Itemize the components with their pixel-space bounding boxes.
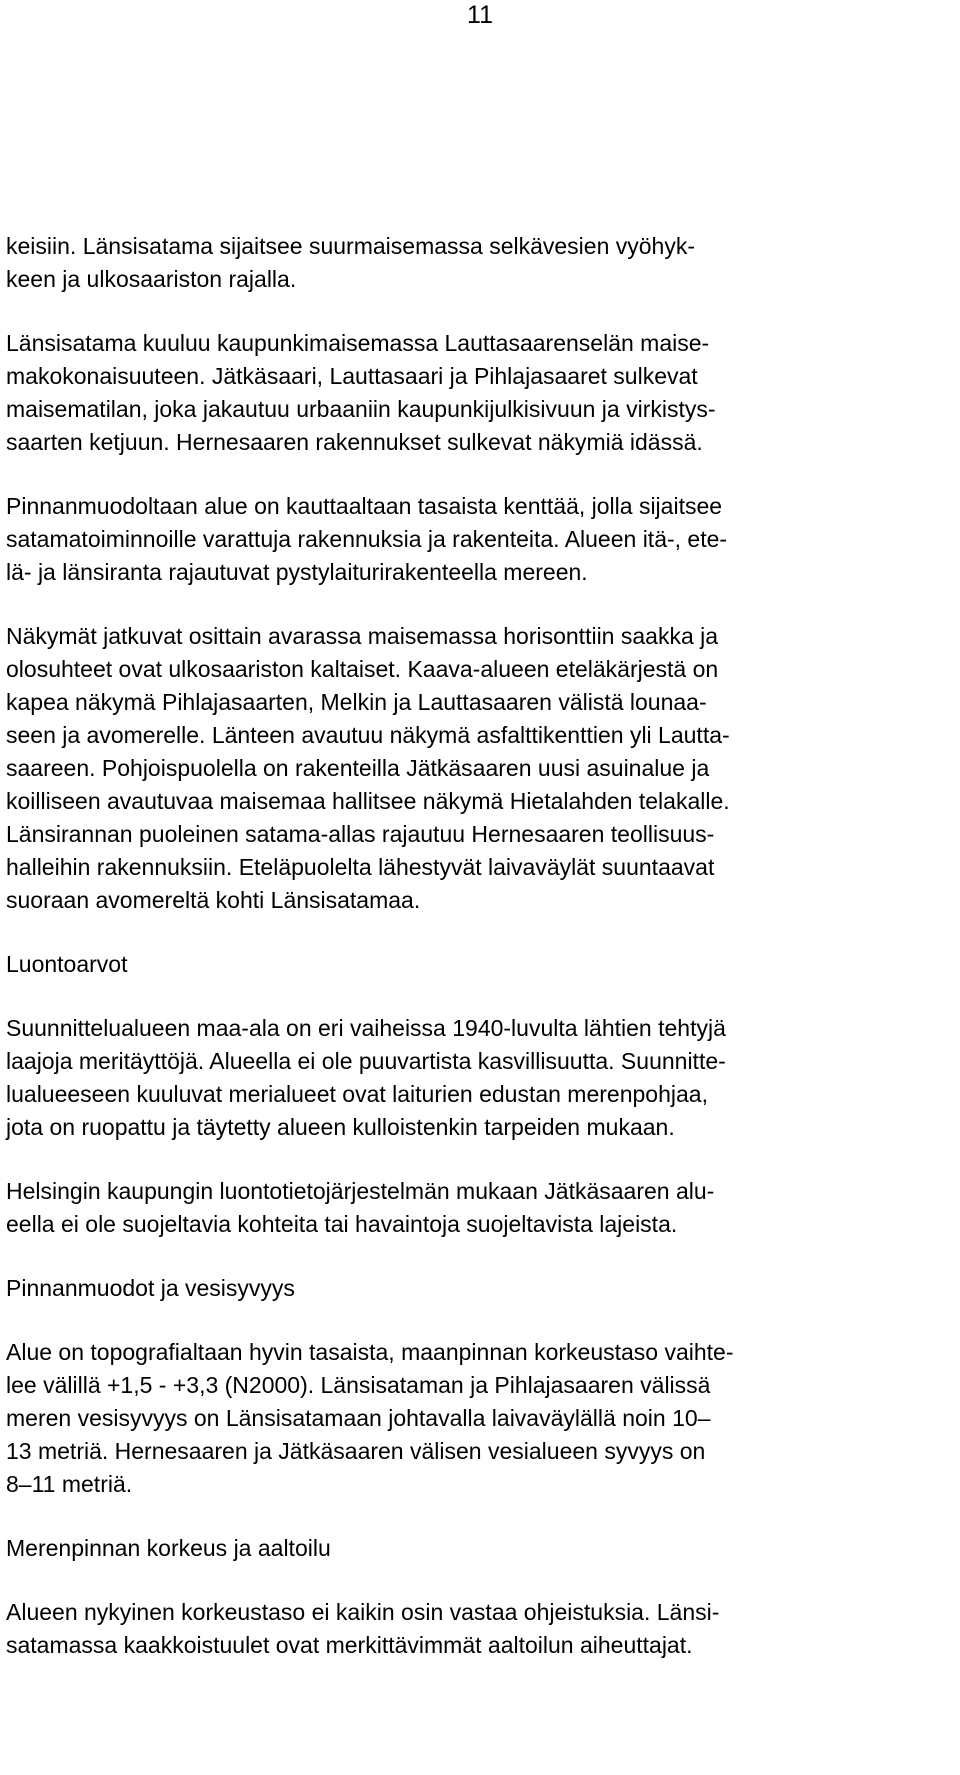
paragraph [6,1596,951,1662]
text-line: laajoja meritäyttöjä. Alueella ei ole puuvartista kasvillisuutta. Suunnitte- [6,1048,726,1074]
paragraph [6,1012,951,1144]
text-line: lualueeseen kuuluvat merialueet ovat laiturien edustan merenpohjaa, [6,1081,708,1107]
text-line: lä- ja länsiranta rajautuvat pystylaiturirakenteella mereen. [6,559,588,585]
text-line: seen ja avomerelle. Länteen avautuu näkymä asfalttikenttien yli Lautta- [6,722,730,748]
text-line: Alueen nykyinen korkeustaso ei kaikin osin vastaa ohjeistuksia. Länsi- [6,1599,720,1625]
text-line: 8–11 metriä. [6,1471,133,1497]
paragraph [6,1175,951,1241]
paragraph [6,230,951,296]
text-line: satamassa kaakkoistuulet ovat merkittävimmät aaltoilun aiheuttajat. [6,1632,693,1658]
paragraph [6,327,951,459]
paragraph [6,490,951,589]
text-line: maisematilan, joka jakautuu urbaaniin kaupunkijulkisivuun ja virkistys- [6,396,716,422]
text-line: olosuhteet ovat ulkosaariston kaltaiset. Kaava-alueen eteläkärjestä on [6,656,719,682]
section-heading-pinnanmuodot: Pinnanmuodot ja vesisyvyys [6,1275,295,1301]
text-line: saareen. Pohjoispuolella on rakenteilla Jätkäsaaren uusi asuinalue ja [6,755,710,781]
text-line: Pinnanmuodoltaan alue on kauttaaltaan tasaista kenttää, jolla sijaitsee [6,493,723,519]
text-line: saarten ketjuun. Hernesaaren rakennukset sulkevat näkymiä idässä. [6,429,703,455]
text-line: makokonaisuuteen. Jätkäsaari, Lauttasaari ja Pihlajasaaret sulkevat [6,363,698,389]
section-heading-luontoarvot: Luontoarvot [6,951,128,977]
text-line: Näkymät jatkuvat osittain avarassa maisemassa horisonttiin saakka ja [6,623,719,649]
text-line: kapea näkymä Pihlajasaarten, Melkin ja Lauttasaaren välistä lounaa- [6,689,707,715]
text-line: Länsisatama kuuluu kaupunkimaisemassa Lauttasaarenselän maise- [6,330,710,356]
text-line: Suunnittelualueen maa-ala on eri vaiheissa 1940-luvulta lähtien tehtyjä [6,1015,726,1041]
text-line: jota on ruopattu ja täytetty alueen kulloistenkin tarpeiden mukaan. [6,1114,675,1140]
paragraph [6,1336,951,1501]
text-line: eella ei ole suojeltavia kohteita tai havaintoja suojeltavista lajeista. [6,1211,678,1237]
text-line: suoraan avomereltä kohti Länsisatamaa. [6,887,421,913]
text-line: Alue on topografialtaan hyvin tasaista, maanpinnan korkeustaso vaihte- [6,1339,734,1365]
page-number: 11 [467,1,493,29]
section-heading-merenpinnan-korkeus: Merenpinnan korkeus ja aaltoilu [6,1535,331,1561]
text-line: meren vesisyvyys on Länsisatamaan johtavalla laivaväylällä noin 10– [6,1405,711,1431]
text-line: keisiin. Länsisatama sijaitsee suurmaisemassa selkävesien vyöhyk- [6,233,696,259]
document-body [6,230,951,1693]
text-line: halleihin rakennuksiin. Eteläpuolelta lähestyvät laivaväylät suuntaavat [6,854,715,880]
text-line: Länsirannan puoleinen satama-allas rajautuu Hernesaaren teollisuus- [6,821,715,847]
text-line: keen ja ulkosaariston rajalla. [6,266,297,292]
paragraph [6,620,951,917]
text-line: lee välillä +1,5 - +3,3 (N2000). Länsisataman ja Pihlajasaaren välissä [6,1372,711,1398]
text-line: koilliseen avautuvaa maisemaa hallitsee näkymä Hietalahden telakalle. [6,788,730,814]
text-line: 13 metriä. Hernesaaren ja Jätkäsaaren välisen vesialueen syvyys on [6,1438,706,1464]
text-line: Helsingin kaupungin luontotietojärjestelmän mukaan Jätkäsaaren alu- [6,1178,715,1204]
text-line: satamatoiminnoille varattuja rakennuksia ja rakenteita. Alueen itä-, ete- [6,526,728,552]
